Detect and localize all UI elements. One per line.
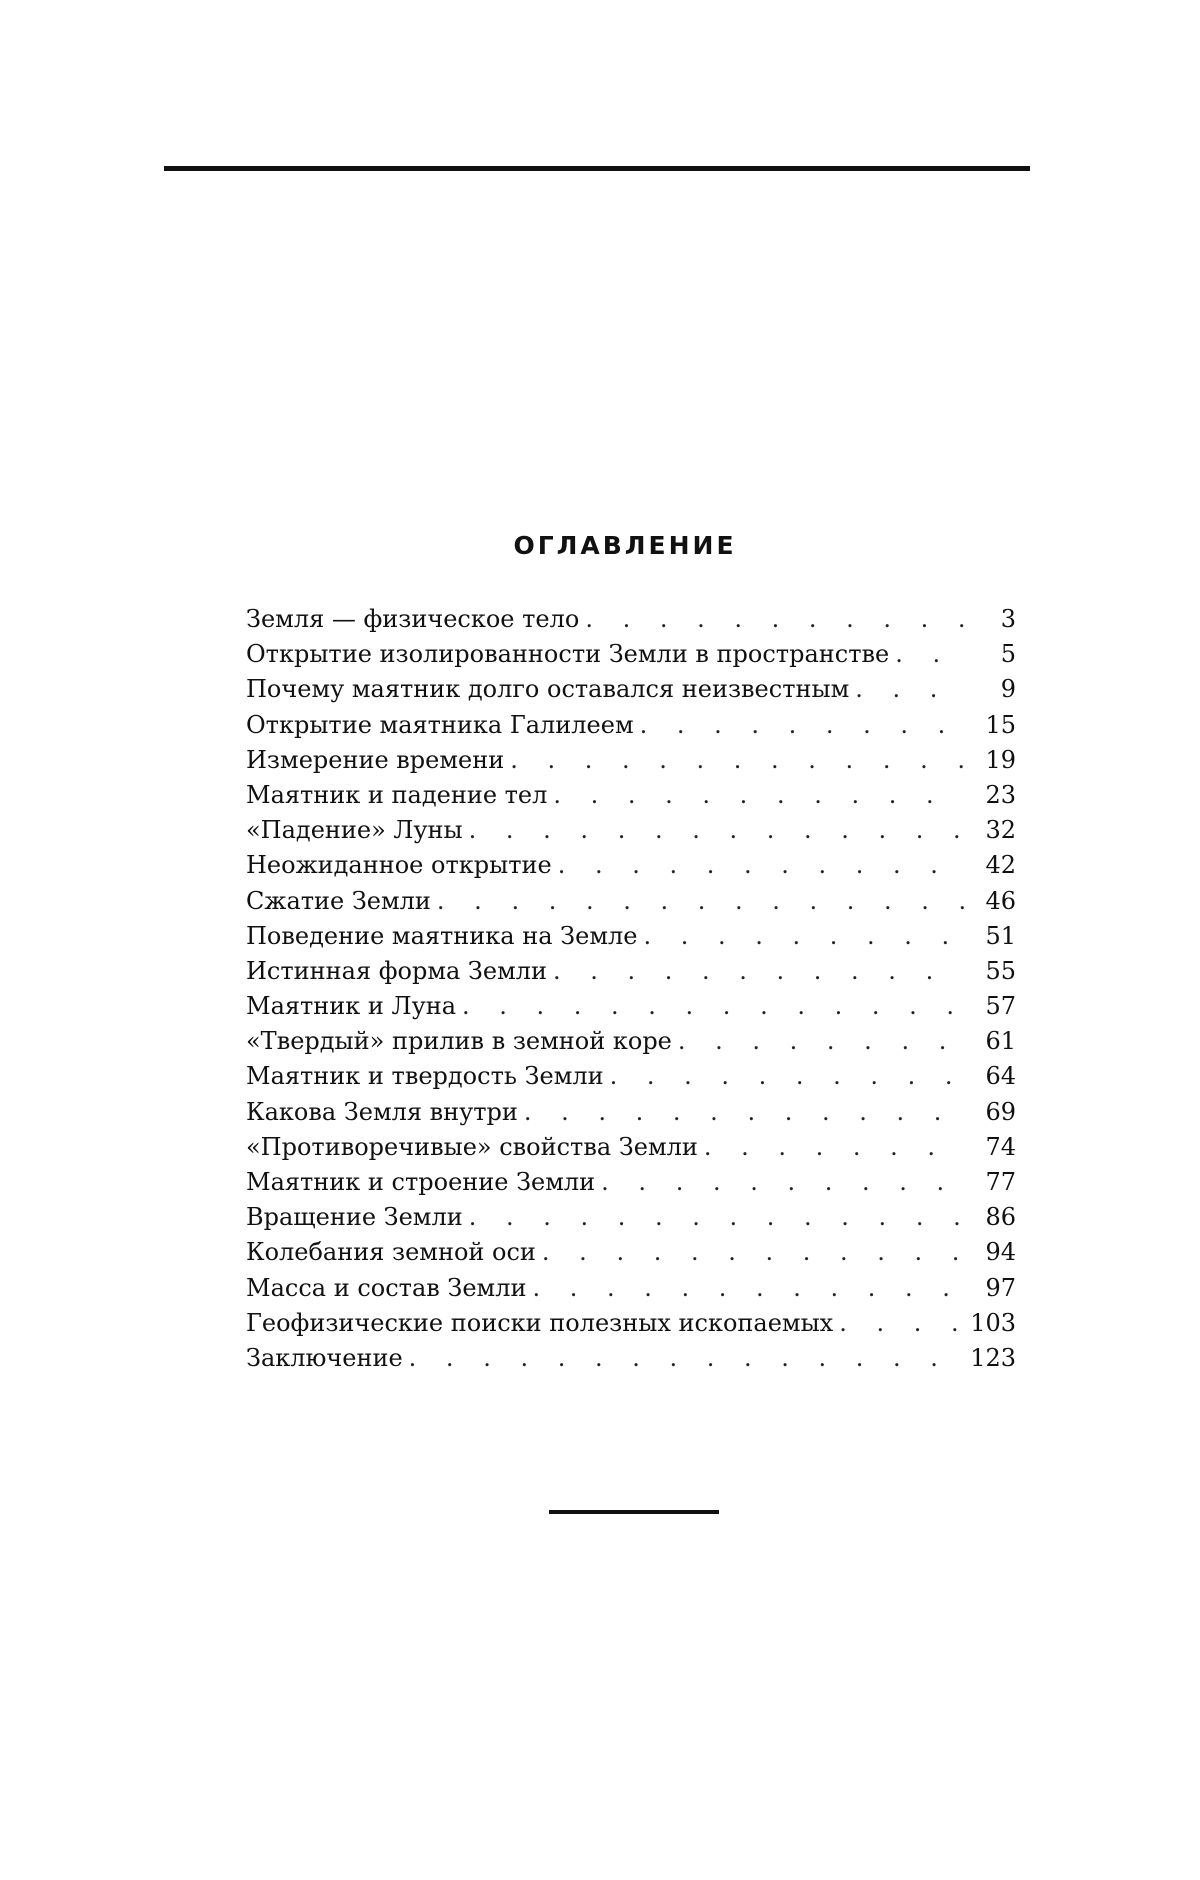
toc-entry — [246, 919, 1016, 954]
toc-page-number: 69 — [985, 1097, 1016, 1126]
toc-entry — [246, 1024, 1016, 1059]
toc-page-number: 15 — [985, 710, 1016, 739]
dot-leader — [601, 1165, 964, 1200]
toc-entry-title: Какова Земля внутри — [246, 1097, 518, 1126]
toc-entry-title: Колебания земной оси — [246, 1238, 536, 1267]
toc-page-number: 5 — [1000, 640, 1016, 669]
toc-page-number: 74 — [985, 1132, 1016, 1161]
dot-leader — [895, 637, 964, 672]
toc-page-number: 103 — [970, 1308, 1016, 1337]
toc-entry-title: Истинная форма Земли — [246, 956, 547, 985]
toc-page-number: 9 — [1000, 675, 1016, 704]
toc-page-number: 55 — [985, 956, 1016, 985]
dot-leader — [409, 1341, 964, 1376]
dot-leader — [558, 848, 964, 883]
toc-entry — [246, 1235, 1016, 1270]
dot-leader — [510, 743, 964, 778]
toc-entry-title: Сжатие Земли — [246, 886, 431, 915]
toc-entry — [246, 637, 1016, 672]
toc-page-number: 57 — [985, 992, 1016, 1021]
toc-page-number: 51 — [985, 921, 1016, 950]
toc-page-number: 42 — [985, 851, 1016, 880]
toc-entry — [246, 1271, 1016, 1306]
toc-entry — [246, 1341, 1016, 1376]
dot-leader — [643, 919, 964, 954]
toc-entry-title: Маятник и твердость Земли — [246, 1062, 604, 1091]
dot-leader — [469, 1200, 964, 1235]
toc-page-number: 64 — [985, 1062, 1016, 1091]
toc-list — [246, 602, 1016, 1376]
toc-entry — [246, 989, 1016, 1024]
toc-entry-title: Почему маятник долго оставался неизвестным — [246, 675, 850, 704]
dot-leader — [839, 1306, 964, 1341]
toc-entry — [246, 954, 1016, 989]
toc-page-number: 32 — [985, 816, 1016, 845]
toc-entry-title: Заключение — [246, 1343, 403, 1372]
dot-leader — [462, 989, 964, 1024]
toc-entry — [246, 884, 1016, 919]
toc-entry — [246, 1165, 1016, 1200]
toc-entry-title: «Падение» Луны — [246, 816, 463, 845]
toc-entry — [246, 602, 1016, 637]
top-rule — [164, 166, 1030, 171]
toc-entry — [246, 1059, 1016, 1094]
dot-leader — [553, 778, 964, 813]
toc-entry — [246, 778, 1016, 813]
toc-page-number: 97 — [985, 1273, 1016, 1302]
toc-title: ОГЛАВЛЕНИЕ — [513, 530, 737, 560]
toc-entry-title: Маятник и падение тел — [246, 780, 548, 809]
toc-entry-title: Масса и состав Земли — [246, 1273, 527, 1302]
toc-entry — [246, 1095, 1016, 1130]
dot-leader — [542, 1235, 964, 1270]
dot-leader — [524, 1095, 964, 1130]
toc-entry-title: Маятник и строение Земли — [246, 1168, 596, 1196]
dot-leader — [610, 1059, 964, 1094]
toc-entry — [246, 708, 1016, 743]
toc-entry-title: Земля — физическое тело — [246, 605, 580, 633]
toc-entry — [246, 1306, 1016, 1341]
toc-entry-title: Поведение маятника на Земле — [246, 921, 638, 950]
toc-page-number: 77 — [985, 1168, 1016, 1196]
dot-leader — [532, 1271, 964, 1306]
toc-page-number: 123 — [970, 1343, 1016, 1372]
toc-page-number: 23 — [985, 780, 1016, 809]
bottom-rule — [549, 1510, 719, 1514]
toc-entry — [246, 1130, 1016, 1165]
toc-page-number: 46 — [985, 886, 1016, 915]
toc-entry-title: Измерение времени — [246, 745, 505, 774]
toc-page-number: 61 — [985, 1027, 1016, 1056]
toc-entry-title: «Твердый» прилив в земной коре — [246, 1027, 672, 1056]
toc-page-number: 94 — [985, 1238, 1016, 1267]
toc-entry — [246, 1200, 1016, 1235]
toc-entry — [246, 848, 1016, 883]
toc-page-number: 3 — [1000, 605, 1016, 633]
toc-entry — [246, 743, 1016, 778]
dot-leader — [640, 708, 964, 743]
dot-leader — [469, 813, 964, 848]
dot-leader — [678, 1024, 964, 1059]
toc-entry — [246, 672, 1016, 707]
dot-leader — [553, 954, 964, 989]
toc-page-number: 19 — [985, 745, 1016, 774]
toc-entry-title: Маятник и Луна — [246, 992, 456, 1021]
toc-entry-title: Открытие маятника Галилеем — [246, 710, 634, 739]
toc-entry — [246, 813, 1016, 848]
toc-entry-title: Открытие изолированности Земли в пространстве — [246, 640, 890, 669]
dot-leader — [437, 884, 964, 919]
dot-leader — [855, 672, 964, 707]
toc-entry-title: Геофизические поиски полезных ископаемых — [246, 1308, 834, 1337]
dot-leader — [704, 1130, 964, 1165]
toc-page-number: 86 — [985, 1203, 1016, 1232]
toc-entry-title: «Противоречивые» свойства Земли — [246, 1132, 698, 1161]
toc-entry-title: Неожиданное открытие — [246, 851, 552, 880]
dot-leader — [585, 602, 964, 637]
toc-entry-title: Вращение Земли — [246, 1203, 463, 1232]
